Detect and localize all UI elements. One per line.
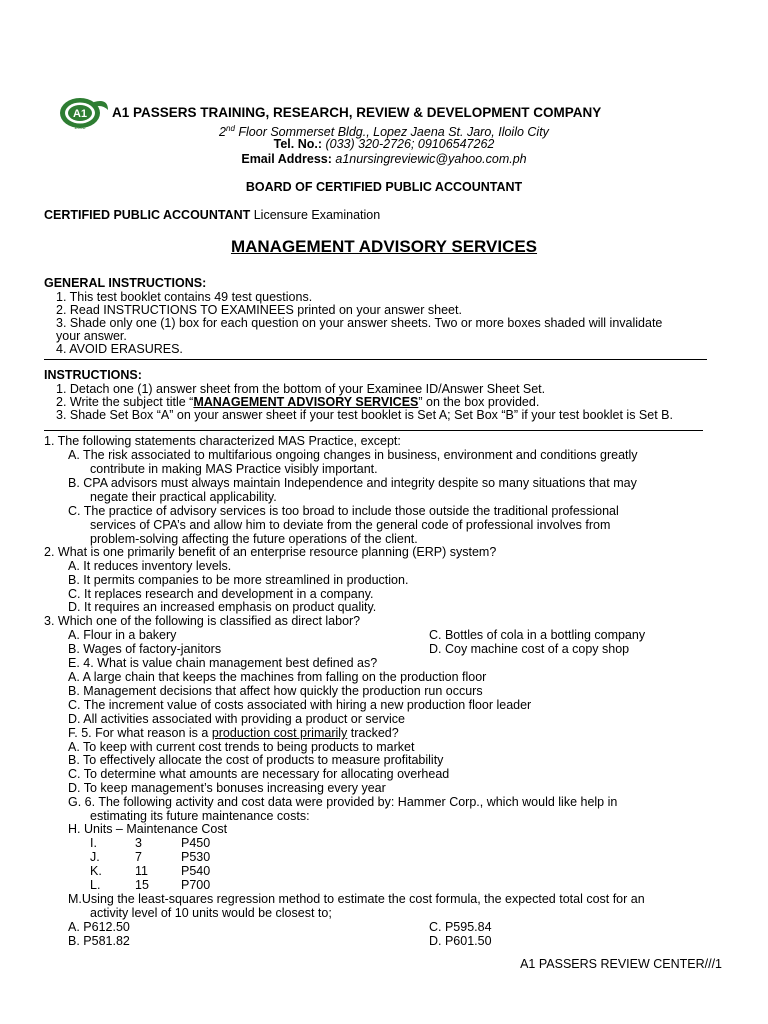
choice: A. A large chain that keeps the machines from falling on the production floor [68,670,487,684]
choice: B. P581.82 [68,934,130,948]
cost-row-units: 3 [135,836,142,850]
logo-text: A1 [72,108,88,120]
cost-row-units: 15 [135,878,149,892]
company-name: A1 PASSERS TRAINING, RESEARCH, REVIEW & DEVELOPMENT COMPANY [112,105,602,120]
choice: B. To effectively allocate the cost of products to measure profitability [68,753,444,767]
tel-value: (033) 320-2726; 09106547262 [322,137,495,151]
question-6-prompt-cont: activity level of 10 units would be closest to; [90,906,332,920]
question-4: E. 4. What is value chain management best defined as? [68,656,378,670]
question-6-cont: estimating its future maintenance costs: [90,809,310,823]
choice: A. P612.50 [68,920,130,934]
question-1: 1. The following statements characterized MAS Practice, except: [44,434,401,448]
choice: A. To keep with current cost trends to being products to market [68,740,415,754]
tel-label: Tel. No.: [273,137,322,151]
email-label: Email Address: [241,152,332,166]
choice: D. Coy machine cost of a copy shop [429,642,630,656]
cost-table-header: H. Units – Maintenance Cost [68,822,228,836]
cost-row-units: 7 [135,850,142,864]
choice: B. CPA advisors must always maintain Independence and integrity despite so many situations that may [68,476,637,490]
question-5-text: tracked? [347,726,399,740]
choice-cont: services of CPA’s and allow him to deviate from the general code of professional involves from [90,518,611,532]
board-title: BOARD OF CERTIFIED PUBLIC ACCOUNTANT [245,180,523,194]
cost-row-units: 11 [135,864,148,878]
address-floor-suffix: nd [226,124,235,133]
choice: A. Flour in a bakery [68,628,177,642]
divider [44,359,707,360]
general-item: 1. This test booklet contains 49 test questions. [56,290,313,304]
subject-title: MANAGEMENT ADVISORY SERVICES [193,395,419,409]
instruction-item: 3. Shade Set Box “A” on your answer sheet if your test booklet is Set A; Set Box “B” if your test booklet is Set B. [56,408,673,422]
cost-row-label: K. [90,864,102,878]
choice: A. The risk associated to multifarious ongoing changes in business, environment and conditions greatly [68,448,638,462]
page-footer: A1 PASSERS REVIEW CENTER///1 [520,957,722,971]
instruction-item-text: 2. Write the subject title “ [56,395,194,409]
question-6: G. 6. The following activity and cost data were provided by: Hammer Corp., which would like help in [68,795,618,809]
question-5 [68,726,399,740]
question-5-underlined: production cost primarily [211,726,348,740]
email-line [0,152,768,166]
question-3: 3. Which one of the following is classified as direct labor? [44,614,361,628]
choice: A. It reduces inventory levels. [68,559,232,573]
cost-row-label: I. [90,836,97,850]
general-item: 3. Shade only one (1) box for each question on your answer sheets. Two or more boxes shaded will invalidate [56,316,663,330]
choice: D. P601.50 [429,934,492,948]
cost-row-cost: P540 [181,864,211,878]
choice: C. To determine what amounts are necessary for allocating overhead [68,767,450,781]
choice: C. The practice of advisory services is too broad to include those outside the traditional professional [68,504,619,518]
choice: B. It permits companies to be more streamlined in production. [68,573,409,587]
instructions-heading: INSTRUCTIONS: [44,368,142,382]
choice: B. Wages of factory-janitors [68,642,222,656]
cost-row-cost: P700 [181,878,211,892]
choice: D. It requires an increased emphasis on product quality. [68,600,377,614]
instruction-item [56,395,539,409]
choice: D. To keep management’s bonuses increasing every year [68,781,386,795]
choice: B. Management decisions that affect how quickly the production run occurs [68,684,483,698]
cost-row-label: L. [90,878,101,892]
address-floor: 2 [219,125,226,140]
telephone-line [0,137,768,151]
choice-cont: problem-solving affecting the future operations of the client. [90,532,418,546]
choice: C. It replaces research and development in a company. [68,587,374,601]
cost-row-label: J. [90,850,100,864]
exam-title-rest: Licensure Examination [250,208,381,222]
question-6-prompt: M.Using the least-squares regression method to estimate the cost formula, the expected total cost for an [68,892,645,906]
exam-title [44,208,380,222]
address-rest: Floor Sommerset Bldg., Lopez Jaena St. Jaro, Iloilo City [234,125,549,140]
choice: D. All activities associated with providing a product or service [68,712,405,726]
page-title: MANAGEMENT ADVISORY SERVICES [230,237,538,256]
general-item: 4. AVOID ERASURES. [56,342,183,356]
question-2: 2. What is one primarily benefit of an enterprise resource planning (ERP) system? [44,545,497,559]
question-5-text: F. 5. For what reason is a [68,726,212,740]
exam-title-bold: CERTIFIED PUBLIC ACCOUNTANT [44,208,251,222]
choice-cont: negate their practical applicability. [90,490,277,504]
email-value: a1nursingreviewic@yahoo.com.ph [331,152,527,166]
cost-row-cost: P450 [181,836,211,850]
cost-row-cost: P530 [181,850,211,864]
instruction-item: 1. Detach one (1) answer sheet from the bottom of your Examinee ID/Answer Sheet Set. [56,382,546,396]
general-item: 2. Read INSTRUCTIONS TO EXAMINEES printed on your answer sheet. [56,303,462,317]
choice: C. Bottles of cola in a bottling company [429,628,646,642]
logo-subtext: 2003 [74,125,86,130]
general-item: your answer. [56,329,127,343]
divider [44,430,703,431]
instruction-item-text: ” on the box provided. [418,395,540,409]
choice-cont: contribute in making MAS Practice visibly important. [90,462,378,476]
general-instructions-heading: GENERAL INSTRUCTIONS: [44,276,207,290]
choice: C. The increment value of costs associated with hiring a new production floor leader [68,698,532,712]
choice: C. P595.84 [429,920,492,934]
